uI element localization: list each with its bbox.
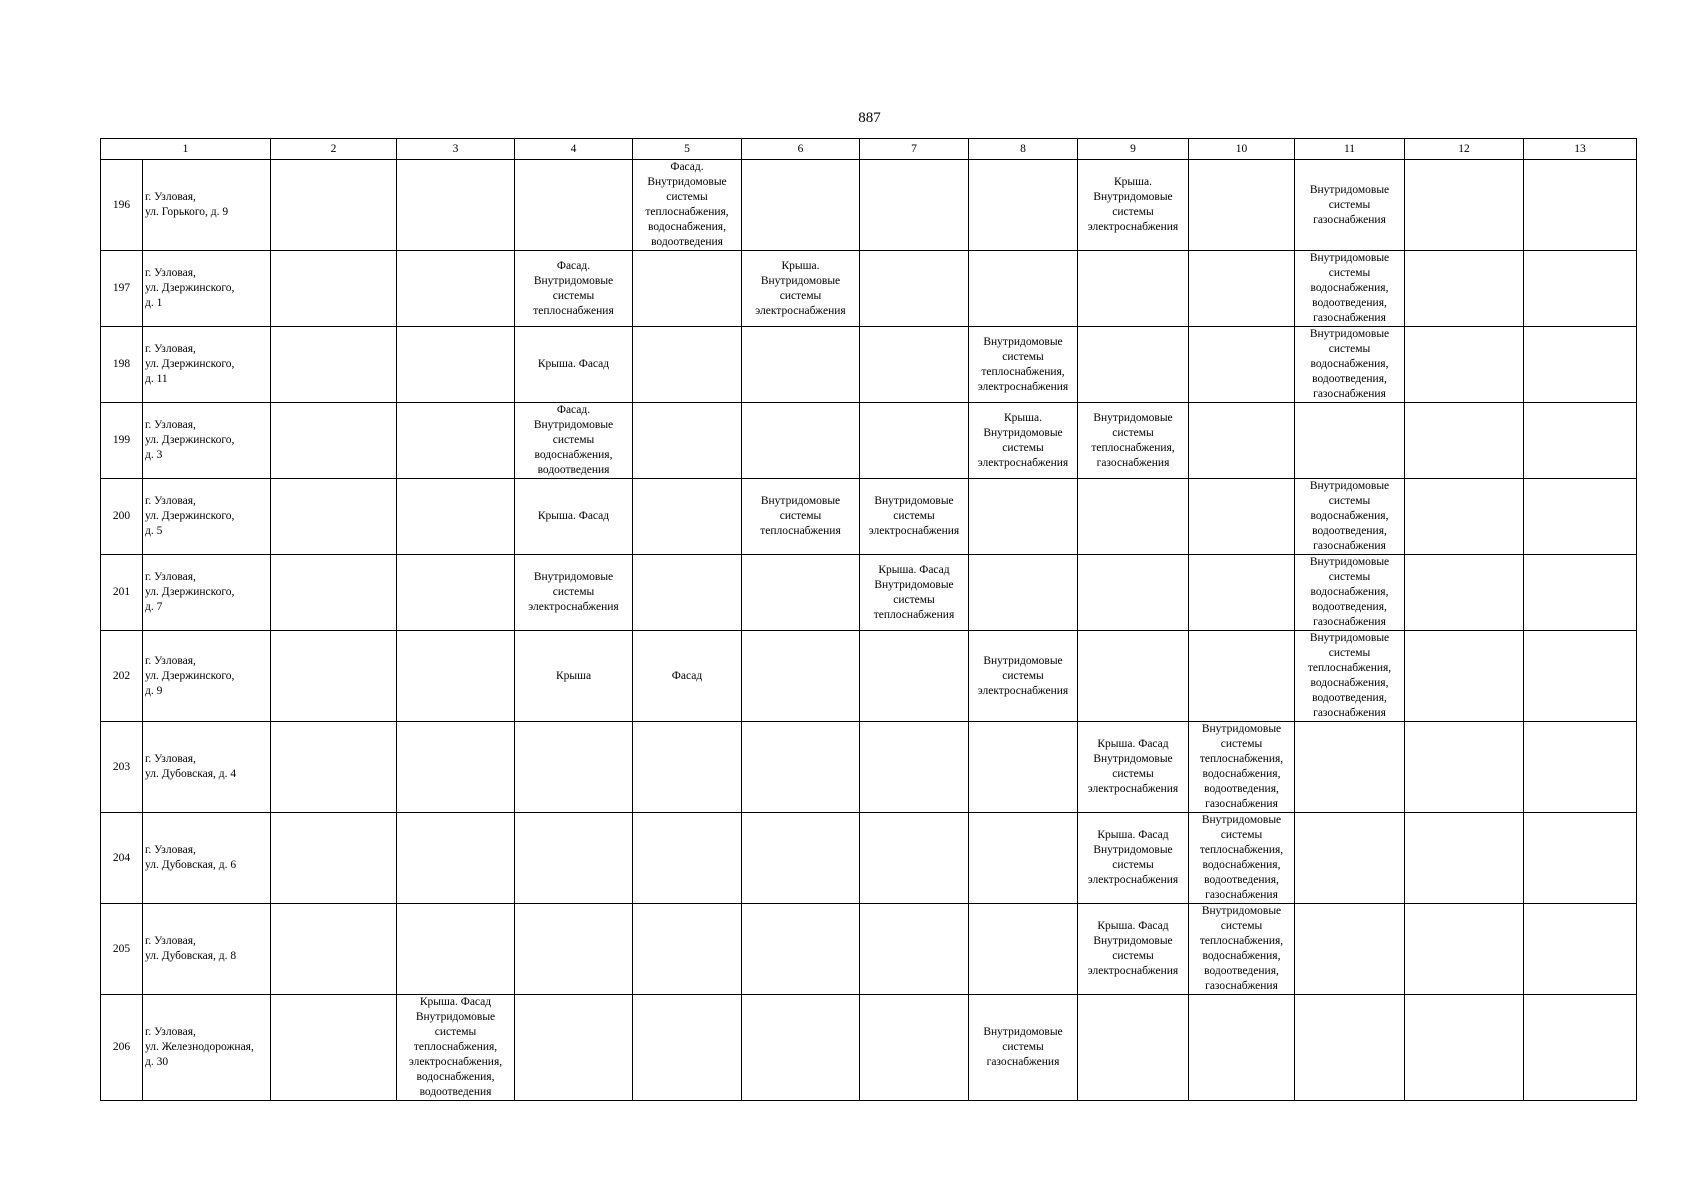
address-cell: г. Узловая, ул. Дзержинского, д. 3 <box>143 403 271 479</box>
column-header: 6 <box>742 139 860 160</box>
work-cell: Фасад. Внутридомовые системы водоснабжения, водоотведения <box>515 403 633 479</box>
work-cell <box>271 403 397 479</box>
work-cell <box>397 722 515 813</box>
work-cell: Крыша. Внутридомовые системы электроснабжения <box>742 251 860 327</box>
column-header: 1 <box>101 139 271 160</box>
table-row <box>101 813 1637 904</box>
column-header: 11 <box>1295 139 1405 160</box>
work-cell <box>1295 722 1405 813</box>
work-cell <box>1405 251 1524 327</box>
work-cell <box>1524 403 1637 479</box>
work-cell <box>271 995 397 1101</box>
work-cell <box>397 251 515 327</box>
address-cell: г. Узловая, ул. Дубовская, д. 4 <box>143 722 271 813</box>
column-header: 8 <box>969 139 1078 160</box>
work-cell <box>271 251 397 327</box>
work-cell <box>969 904 1078 995</box>
work-cell <box>1405 722 1524 813</box>
work-cell <box>1405 479 1524 555</box>
row-number: 198 <box>101 327 143 403</box>
work-cell <box>397 160 515 251</box>
work-cell <box>1189 403 1295 479</box>
column-header: 2 <box>271 139 397 160</box>
work-cell <box>860 327 969 403</box>
work-cell <box>1524 251 1637 327</box>
work-cell <box>1405 904 1524 995</box>
work-cell: Внутридомовые системы теплоснабжения, водоснабжения, водоотведения, газоснабжения <box>1189 722 1295 813</box>
work-cell <box>742 327 860 403</box>
column-header: 12 <box>1405 139 1524 160</box>
work-cell <box>271 555 397 631</box>
work-cell <box>1295 403 1405 479</box>
work-cell <box>633 403 742 479</box>
work-cell <box>1078 995 1189 1101</box>
work-cell <box>1189 160 1295 251</box>
work-cell: Внутридомовые системы электроснабжения <box>860 479 969 555</box>
work-cell <box>1405 403 1524 479</box>
column-number-row <box>101 139 1637 160</box>
work-cell <box>271 160 397 251</box>
work-cell <box>969 479 1078 555</box>
work-cell: Внутридомовые системы водоснабжения, водоотведения, газоснабжения <box>1295 555 1405 631</box>
row-number: 206 <box>101 995 143 1101</box>
table-row <box>101 631 1637 722</box>
address-cell: г. Узловая, ул. Дубовская, д. 6 <box>143 813 271 904</box>
work-cell <box>1405 631 1524 722</box>
work-cell: Внутридомовые системы теплоснабжения <box>742 479 860 555</box>
work-cell: Внутридомовые системы теплоснабжения, электроснабжения <box>969 327 1078 403</box>
work-cell: Внутридомовые системы газоснабжения <box>969 995 1078 1101</box>
work-cell: Крыша. Фасад Внутридомовые системы теплоснабжения, электроснабжения, водоснабжения, водоотведения <box>397 995 515 1101</box>
column-header: 10 <box>1189 139 1295 160</box>
work-cell <box>742 904 860 995</box>
work-cell <box>969 555 1078 631</box>
work-cell <box>397 904 515 995</box>
work-cell <box>1405 160 1524 251</box>
work-cell <box>1405 813 1524 904</box>
work-cell: Внутридомовые системы газоснабжения <box>1295 160 1405 251</box>
column-header: 5 <box>633 139 742 160</box>
work-cell <box>397 631 515 722</box>
work-cell: Крыша. Фасад Внутридомовые системы электроснабжения <box>1078 904 1189 995</box>
work-cell <box>1078 479 1189 555</box>
table-row <box>101 722 1637 813</box>
work-cell <box>1524 327 1637 403</box>
work-cell: Внутридомовые системы теплоснабжения, водоснабжения, водоотведения, газоснабжения <box>1189 904 1295 995</box>
work-cell: Крыша. Фасад Внутридомовые системы электроснабжения <box>1078 722 1189 813</box>
address-cell: г. Узловая, ул. Дзержинского, д. 11 <box>143 327 271 403</box>
work-cell <box>271 479 397 555</box>
work-cell <box>860 251 969 327</box>
work-cell <box>397 479 515 555</box>
column-header: 13 <box>1524 139 1637 160</box>
row-number: 204 <box>101 813 143 904</box>
table-row <box>101 555 1637 631</box>
work-cell <box>860 995 969 1101</box>
table-row <box>101 479 1637 555</box>
work-cell <box>633 722 742 813</box>
table-row <box>101 160 1637 251</box>
work-cell <box>633 479 742 555</box>
work-cell <box>860 403 969 479</box>
work-cell: Фасад. Внутридомовые системы теплоснабжения, водоснабжения, водоотведения <box>633 160 742 251</box>
work-cell: Внутридомовые системы водоснабжения, водоотведения, газоснабжения <box>1295 251 1405 327</box>
work-cell <box>860 631 969 722</box>
work-cell <box>1405 995 1524 1101</box>
work-cell: Фасад <box>633 631 742 722</box>
work-cell <box>1189 995 1295 1101</box>
work-cell <box>1405 555 1524 631</box>
row-number: 200 <box>101 479 143 555</box>
work-cell <box>515 160 633 251</box>
work-cell <box>1078 251 1189 327</box>
work-cell: Крыша. Внутридомовые системы электроснабжения <box>1078 160 1189 251</box>
work-cell <box>1405 327 1524 403</box>
work-cell: Крыша. Фасад Внутридомовые системы теплоснабжения <box>860 555 969 631</box>
work-cell <box>515 813 633 904</box>
work-cell <box>397 555 515 631</box>
address-cell: г. Узловая, ул. Дзержинского, д. 1 <box>143 251 271 327</box>
work-cell: Крыша <box>515 631 633 722</box>
work-cell <box>860 160 969 251</box>
work-cell <box>1524 555 1637 631</box>
address-cell: г. Узловая, ул. Дзержинского, д. 7 <box>143 555 271 631</box>
work-cell: Внутридомовые системы электроснабжения <box>515 555 633 631</box>
table-row <box>101 251 1637 327</box>
page-number: 887 <box>858 110 881 126</box>
work-cell <box>1078 631 1189 722</box>
work-cell <box>969 251 1078 327</box>
work-cell <box>969 722 1078 813</box>
work-cell <box>515 722 633 813</box>
row-number: 197 <box>101 251 143 327</box>
work-cell: Фасад. Внутридомовые системы теплоснабжения <box>515 251 633 327</box>
work-cell <box>1524 813 1637 904</box>
work-cell <box>742 555 860 631</box>
work-cell <box>1295 995 1405 1101</box>
work-cell <box>271 327 397 403</box>
work-cell <box>742 813 860 904</box>
table-row <box>101 327 1637 403</box>
work-cell <box>271 722 397 813</box>
work-cell <box>1189 251 1295 327</box>
table-row <box>101 403 1637 479</box>
work-cell <box>742 160 860 251</box>
row-number: 205 <box>101 904 143 995</box>
repair-schedule-table <box>100 138 1637 1101</box>
work-cell <box>742 722 860 813</box>
table-row <box>101 904 1637 995</box>
address-cell: г. Узловая, ул. Железнодорожная, д. 30 <box>143 995 271 1101</box>
work-cell <box>633 904 742 995</box>
work-cell <box>397 327 515 403</box>
work-cell <box>633 995 742 1101</box>
work-cell: Крыша. Фасад <box>515 327 633 403</box>
table-row <box>101 995 1637 1101</box>
work-cell <box>515 904 633 995</box>
column-header: 7 <box>860 139 969 160</box>
work-cell <box>397 813 515 904</box>
work-cell: Крыша. Фасад <box>515 479 633 555</box>
address-cell: г. Узловая, ул. Дубовская, д. 8 <box>143 904 271 995</box>
work-cell: Внутридомовые системы теплоснабжения, водоснабжения, водоотведения, газоснабжения <box>1189 813 1295 904</box>
work-cell <box>1524 722 1637 813</box>
address-cell: г. Узловая, ул. Горького, д. 9 <box>143 160 271 251</box>
work-cell <box>1524 479 1637 555</box>
work-cell <box>1189 555 1295 631</box>
work-cell <box>742 403 860 479</box>
work-cell <box>515 995 633 1101</box>
column-header: 4 <box>515 139 633 160</box>
work-cell <box>633 327 742 403</box>
column-header: 9 <box>1078 139 1189 160</box>
work-cell: Крыша. Внутридомовые системы электроснабжения <box>969 403 1078 479</box>
work-cell: Внутридомовые системы теплоснабжения, газоснабжения <box>1078 403 1189 479</box>
work-cell <box>1524 995 1637 1101</box>
work-cell <box>1078 555 1189 631</box>
work-cell <box>1189 479 1295 555</box>
row-number: 203 <box>101 722 143 813</box>
work-cell <box>271 813 397 904</box>
work-cell: Внутридомовые системы электроснабжения <box>969 631 1078 722</box>
work-cell <box>860 722 969 813</box>
work-cell <box>1524 904 1637 995</box>
work-cell <box>397 403 515 479</box>
table-body <box>101 139 1637 1101</box>
work-cell: Внутридомовые системы теплоснабжения, водоснабжения, водоотведения, газоснабжения <box>1295 631 1405 722</box>
work-cell <box>633 555 742 631</box>
work-cell <box>1295 813 1405 904</box>
work-cell <box>1524 160 1637 251</box>
work-cell <box>1078 327 1189 403</box>
work-cell <box>271 631 397 722</box>
row-number: 199 <box>101 403 143 479</box>
work-cell <box>742 995 860 1101</box>
row-number: 201 <box>101 555 143 631</box>
work-cell <box>969 160 1078 251</box>
work-cell <box>633 813 742 904</box>
work-cell: Внутридомовые системы водоснабжения, водоотведения, газоснабжения <box>1295 479 1405 555</box>
work-cell <box>860 904 969 995</box>
column-header: 3 <box>397 139 515 160</box>
work-cell: Внутридомовые системы водоснабжения, водоотведения, газоснабжения <box>1295 327 1405 403</box>
work-cell <box>1295 904 1405 995</box>
address-cell: г. Узловая, ул. Дзержинского, д. 9 <box>143 631 271 722</box>
work-cell <box>969 813 1078 904</box>
row-number: 202 <box>101 631 143 722</box>
work-cell <box>1524 631 1637 722</box>
work-cell <box>1189 327 1295 403</box>
work-cell <box>1189 631 1295 722</box>
work-cell: Крыша. Фасад Внутридомовые системы электроснабжения <box>1078 813 1189 904</box>
address-cell: г. Узловая, ул. Дзержинского, д. 5 <box>143 479 271 555</box>
work-cell <box>742 631 860 722</box>
work-cell <box>633 251 742 327</box>
work-cell <box>860 813 969 904</box>
work-cell <box>271 904 397 995</box>
row-number: 196 <box>101 160 143 251</box>
